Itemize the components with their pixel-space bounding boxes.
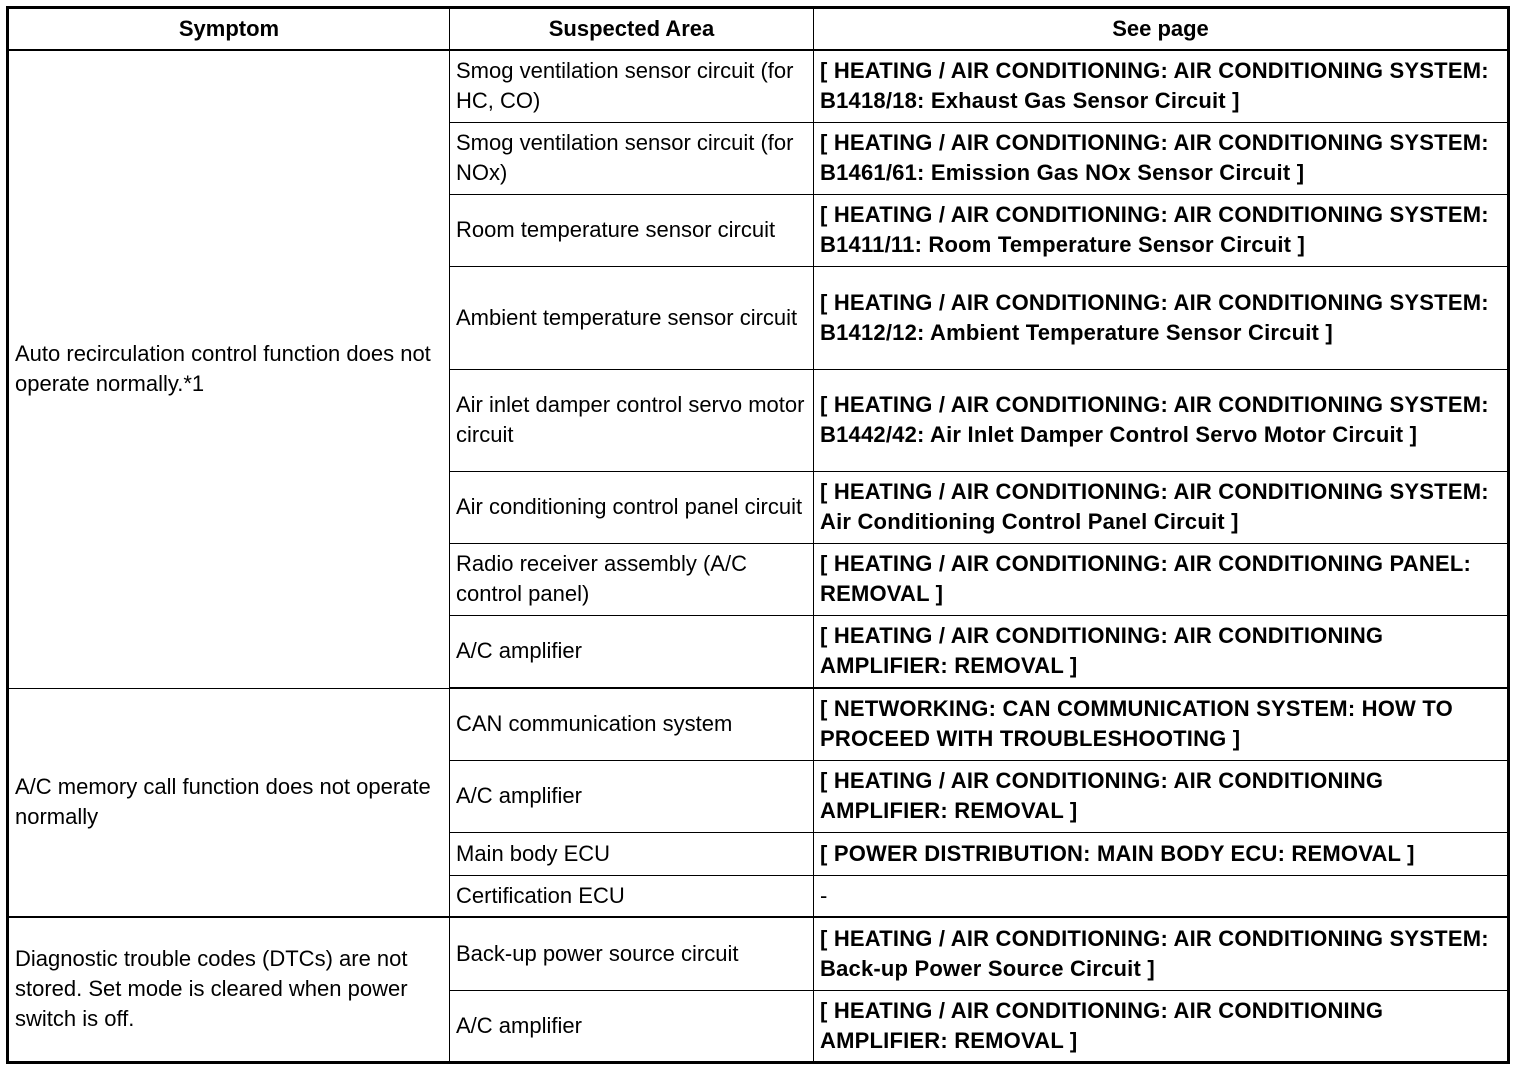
suspected-area-cell: Ambient temperature sensor circuit [450,266,814,369]
suspected-area-cell: Smog ventilation sensor circuit (for HC, CO) [450,50,814,122]
suspected-area-cell: Smog ventilation sensor circuit (for NOx) [450,122,814,194]
see-page-cell: [ HEATING / AIR CONDITIONING: AIR CONDITIONING AMPLIFIER: REMOVAL ] [814,990,1509,1062]
suspected-area-cell: Air conditioning control panel circuit [450,471,814,543]
symptom-cell: A/C memory call function does not operate normally [8,688,450,917]
suspected-area-cell: A/C amplifier [450,990,814,1062]
see-page-cell: [ HEATING / AIR CONDITIONING: AIR CONDITIONING AMPLIFIER: REMOVAL ] [814,615,1509,688]
see-page-cell: - [814,875,1509,917]
see-page-cell: [ POWER DISTRIBUTION: MAIN BODY ECU: REMOVAL ] [814,832,1509,875]
table-row [8,50,1509,122]
header-see-page: See page [814,8,1509,51]
see-page-cell: [ HEATING / AIR CONDITIONING: AIR CONDITIONING SYSTEM: Back-up Power Source Circuit ] [814,917,1509,990]
see-page-cell: [ HEATING / AIR CONDITIONING: AIR CONDITIONING SYSTEM: Air Conditioning Control Panel Circuit ] [814,471,1509,543]
suspected-area-cell: Air inlet damper control servo motor circuit [450,369,814,471]
see-page-cell: [ NETWORKING: CAN COMMUNICATION SYSTEM: HOW TO PROCEED WITH TROUBLESHOOTING ] [814,688,1509,760]
suspected-area-cell: A/C amplifier [450,615,814,688]
symptom-cell: Diagnostic trouble codes (DTCs) are not stored. Set mode is cleared when power switch is off. [8,917,450,1062]
see-page-cell: [ HEATING / AIR CONDITIONING: AIR CONDITIONING SYSTEM: B1411/11: Room Temperature Sensor Circuit ] [814,194,1509,266]
suspected-area-cell: Certification ECU [450,875,814,917]
suspected-area-cell: Room temperature sensor circuit [450,194,814,266]
suspected-area-cell: Main body ECU [450,832,814,875]
suspected-area-cell: A/C amplifier [450,760,814,832]
troubleshooting-table [6,6,1510,1064]
see-page-cell: [ HEATING / AIR CONDITIONING: AIR CONDITIONING SYSTEM: B1461/61: Emission Gas NOx Sensor Circuit ] [814,122,1509,194]
header-suspected-area: Suspected Area [450,8,814,51]
symptom-cell: Auto recirculation control function does not operate normally.*1 [8,50,450,688]
header-row [8,8,1509,51]
see-page-cell: [ HEATING / AIR CONDITIONING: AIR CONDITIONING AMPLIFIER: REMOVAL ] [814,760,1509,832]
see-page-cell: [ HEATING / AIR CONDITIONING: AIR CONDITIONING SYSTEM: B1412/12: Ambient Temperature Sensor Circuit ] [814,266,1509,369]
see-page-cell: [ HEATING / AIR CONDITIONING: AIR CONDITIONING PANEL: REMOVAL ] [814,543,1509,615]
suspected-area-cell: Back-up power source circuit [450,917,814,990]
see-page-cell: [ HEATING / AIR CONDITIONING: AIR CONDITIONING SYSTEM: B1442/42: Air Inlet Damper Control Servo Motor Circuit ] [814,369,1509,471]
table-row [8,917,1509,990]
suspected-area-cell: CAN communication system [450,688,814,760]
header-symptom: Symptom [8,8,450,51]
see-page-cell: [ HEATING / AIR CONDITIONING: AIR CONDITIONING SYSTEM: B1418/18: Exhaust Gas Sensor Circuit ] [814,50,1509,122]
table-row [8,688,1509,760]
suspected-area-cell: Radio receiver assembly (A/C control panel) [450,543,814,615]
